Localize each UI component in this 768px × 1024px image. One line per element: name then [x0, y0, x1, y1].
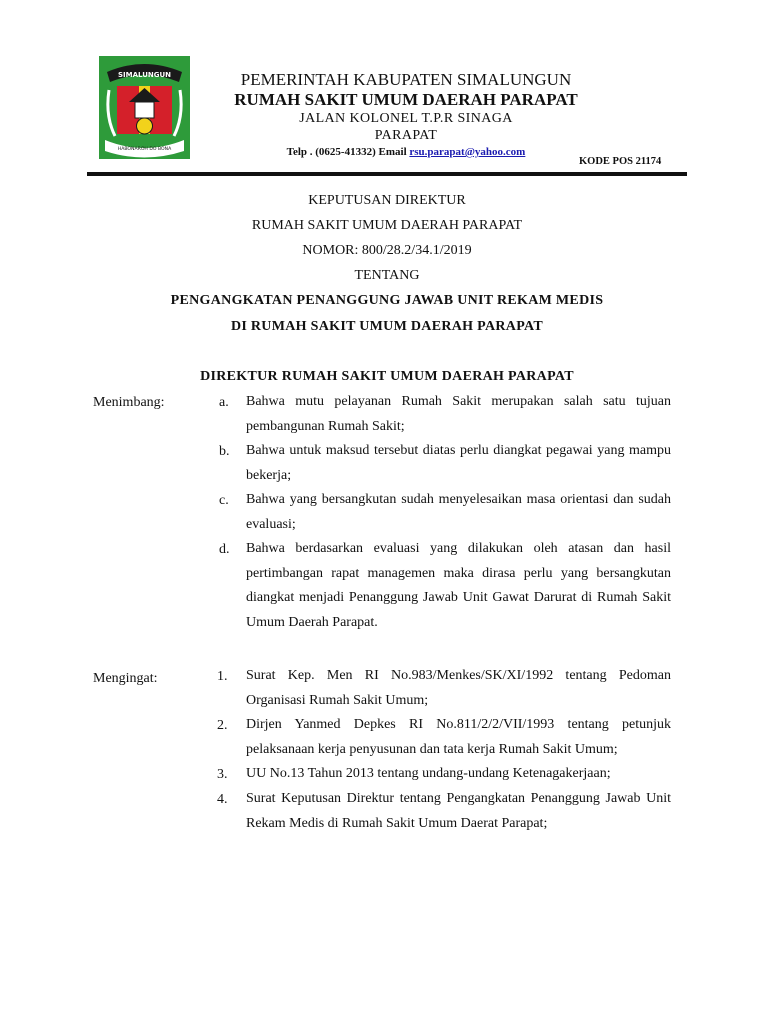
logo-motto-text: HABONAROH DO BONA [117, 147, 172, 152]
decree-subject-line1: PENGANGKATAN PENANGGUNG JAWAB UNIT REKAM MEDIS [170, 293, 604, 308]
decree-title: KEPUTUSAN DIREKTUR [308, 193, 466, 208]
postal-code: KODE POS 21174 [579, 156, 662, 167]
recalling-item: Surat Keputusan Direktur tentang Pengangkatan Penanggung Jawab Unit Rekam Medis di Rumah Sakit Umum Daerat Parapat; [246, 791, 671, 831]
recalling-marker: 1. [217, 669, 228, 684]
logo-banner-text: SIMALUNGUN [117, 71, 172, 79]
address-street: JALAN KOLONEL T.P.R SINAGA [299, 111, 513, 126]
recalling-item: Surat Kep. Men RI No.983/Menkes/SK/XI/1992 tentang Pedoman Organisasi Rumah Sakit Umum; [246, 668, 671, 708]
decree-institution: RUMAH SAKIT UMUM DAERAH PARAPAT [251, 218, 523, 233]
decree-subject-line2: DI RUMAH SAKIT UMUM DAERAH PARAPAT [230, 319, 544, 334]
simalungun-regency-logo [99, 56, 190, 159]
email-link[interactable]: rsu.parapat@yahoo.com [409, 146, 526, 158]
recalling-marker: 4. [217, 792, 228, 807]
recalling-label: Mengingat: [93, 671, 158, 686]
considering-marker: b. [219, 444, 230, 459]
recalling-marker: 3. [217, 767, 228, 782]
recalling-marker: 2. [217, 718, 228, 733]
recalling-item: UU No.13 Tahun 2013 tentang undang-undang Ketenagakerjaan; [246, 766, 611, 781]
contact-line [196, 145, 616, 159]
considering-label: Menimbang: [93, 395, 165, 410]
decree-about: TENTANG [354, 268, 420, 283]
considering-item: Bahwa yang bersangkutan sudah menyelesaikan masa orientasi dan sudah evaluasi; [246, 492, 671, 532]
address-city: PARAPAT [374, 128, 438, 143]
header-divider [87, 172, 687, 176]
considering-marker: c. [219, 493, 229, 508]
letterhead [196, 70, 616, 159]
hospital-name: RUMAH SAKIT UMUM DAERAH PARAPAT [234, 90, 578, 109]
considering-item: Bahwa mutu pelayanan Rumah Sakit merupakan salah satu tujuan pembangunan Rumah Sakit; [246, 394, 671, 434]
considering-item: Bahwa berdasarkan evaluasi yang dilakukan oleh atasan dan hasil pertimbangan rapat managemen maka dirasa perlu yang bersangkutan diangkat menjadi Penanggung Jawab Unit Gawat Darurat di Rumah Sakit Umum Daerah Parapat. [246, 541, 671, 630]
government-line: PEMERINTAH KABUPATEN SIMALUNGUN [240, 70, 572, 89]
phone-text: Telp . (0625-41332) Email [286, 146, 410, 158]
director-heading: DIREKTUR RUMAH SAKIT UMUM DAERAH PARAPAT [200, 369, 574, 384]
considering-marker: d. [219, 542, 230, 557]
decree-number: NOMOR: 800/28.2/34.1/2019 [302, 243, 472, 258]
considering-marker: a. [219, 395, 229, 410]
recalling-item: Dirjen Yanmed Depkes RI No.811/2/2/VII/1993 tentang petunjuk pelaksanaan kerja penyusunan dan tata kerja Rumah Sakit Umum; [246, 717, 671, 757]
considering-item: Bahwa untuk maksud tersebut diatas perlu diangkat pegawai yang mampu bekerja; [246, 443, 671, 483]
